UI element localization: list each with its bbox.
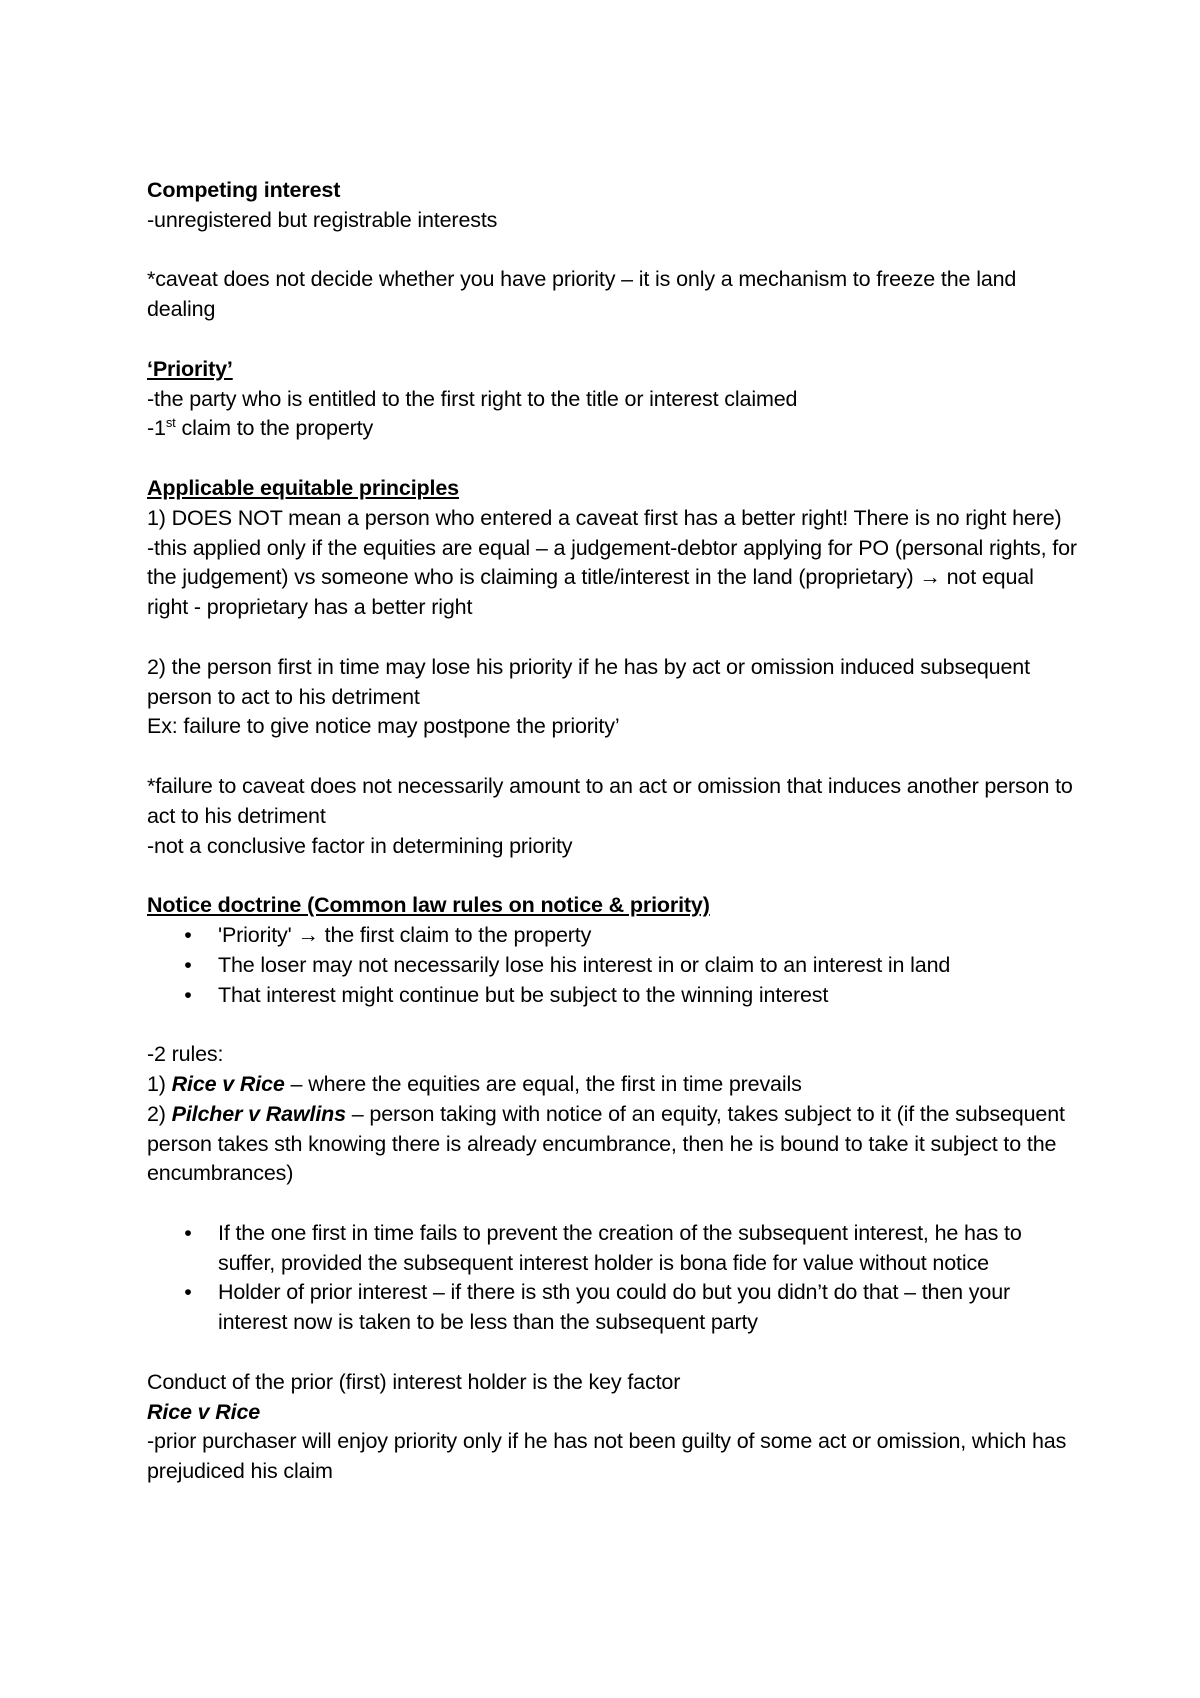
- rules-bullet-list: [147, 1219, 1077, 1338]
- priority-definition: -the party who is entitled to the first right to the title or interest claimed: [147, 386, 798, 411]
- bullet-icon: •: [184, 982, 192, 1007]
- rule-text: – where the equities are equal, the first in time prevails: [284, 1071, 802, 1096]
- failure-to-caveat-note: *failure to caveat does not necessarily amount to an act or omission that induces another person to act to his detriment: [147, 773, 1079, 828]
- caveat-note: *caveat does not decide whether you have priority – it is only a mechanism to freeze the land dealing: [147, 267, 1023, 322]
- list-item: [147, 981, 1077, 1011]
- priority-first-claim: [147, 414, 1077, 444]
- case-name: Rice v Rice: [147, 1399, 261, 1424]
- rule-2: [147, 1100, 1077, 1189]
- notice-doctrine-heading: Notice doctrine (Common law rules on notice & priority): [147, 893, 710, 918]
- equal-equities-text: -this applied only if the equities are equal – a judgement-debtor applying for PO (personal rights, for the judgement) vs someone who is claiming a title/interest in the land (proprietary): [147, 535, 1083, 590]
- list-item: [147, 921, 1077, 951]
- bullet-text-prefix: 'Priority': [218, 922, 298, 947]
- principle-2: 2) the person first in time may lose his priority if he has by act or omission induced subsequent person to act to his detriment: [147, 654, 1036, 709]
- case-name: Rice v Rice: [171, 1071, 285, 1096]
- bullet-icon: •: [184, 952, 192, 977]
- equal-equities-conclusion: not equal right - proprietary has a better right: [147, 565, 1040, 620]
- priority-first-claim-text: claim to the property: [175, 416, 374, 441]
- conduct-text: -prior purchaser will enjoy priority only if he has not been guilty of some act or omission, which has prejudiced his claim: [147, 1429, 1073, 1484]
- arrow-icon: →: [919, 565, 941, 590]
- bullet-text: That interest might continue but be subject to the winning interest: [218, 982, 829, 1007]
- notice-bullet-list: [147, 921, 1077, 1010]
- bullet-text: The loser may not necessarily lose his interest in or claim to an interest in land: [218, 952, 951, 977]
- principle-equal-equities: [147, 534, 1083, 623]
- document-page: [147, 176, 1083, 1487]
- heading-competing-interest: Competing interest: [147, 178, 341, 202]
- bullet-text: If the one first in time fails to prevent the creation of the subsequent interest, he has to suffer, provided the subsequent interest holder is bona fide for value without notice: [218, 1220, 1022, 1275]
- rule-number: 1): [147, 1071, 172, 1096]
- priority-heading: ‘Priority’: [147, 356, 233, 381]
- principle-1: 1) DOES NOT mean a person who entered a caveat first has a better right! There is no right here): [147, 505, 1062, 530]
- bullet-icon: •: [184, 1220, 192, 1245]
- bullet-text: Holder of prior interest – if there is sth you could do but you didn’t do that – then your interest now is taken to be less than the subsequent party: [218, 1280, 1011, 1335]
- principle-2-example: Ex: failure to give notice may postpone the priority’: [147, 714, 620, 739]
- bullet-icon: •: [184, 1280, 192, 1305]
- rules-heading: -2 rules:: [147, 1042, 224, 1067]
- arrow-icon: →: [297, 922, 319, 947]
- bullet-icon: •: [184, 922, 192, 947]
- list-item: [147, 1219, 1077, 1279]
- intro-line: -unregistered but registrable interests: [147, 207, 498, 232]
- equitable-principles-heading: Applicable equitable principles: [147, 475, 459, 500]
- conduct-key-factor: Conduct of the prior (first) interest holder is the key factor: [147, 1369, 681, 1394]
- rule-text: – person taking with notice of an equity, takes subject to it (if the subsequent person takes sth knowing there is already encumbrance, then he is bound to take it subject to the encumbrances): [147, 1101, 1071, 1186]
- rule-number: 2): [147, 1101, 172, 1126]
- rule-1: [147, 1070, 1077, 1100]
- not-conclusive-note: -not a conclusive factor in determining priority: [147, 833, 573, 858]
- list-item: [147, 951, 1077, 981]
- list-item: [147, 1278, 1077, 1338]
- ordinal-suffix: st: [165, 415, 176, 431]
- priority-first-claim-prefix: -1: [147, 416, 166, 441]
- case-name: Pilcher v Rawlins: [171, 1101, 346, 1126]
- bullet-text: the first claim to the property: [318, 922, 592, 947]
